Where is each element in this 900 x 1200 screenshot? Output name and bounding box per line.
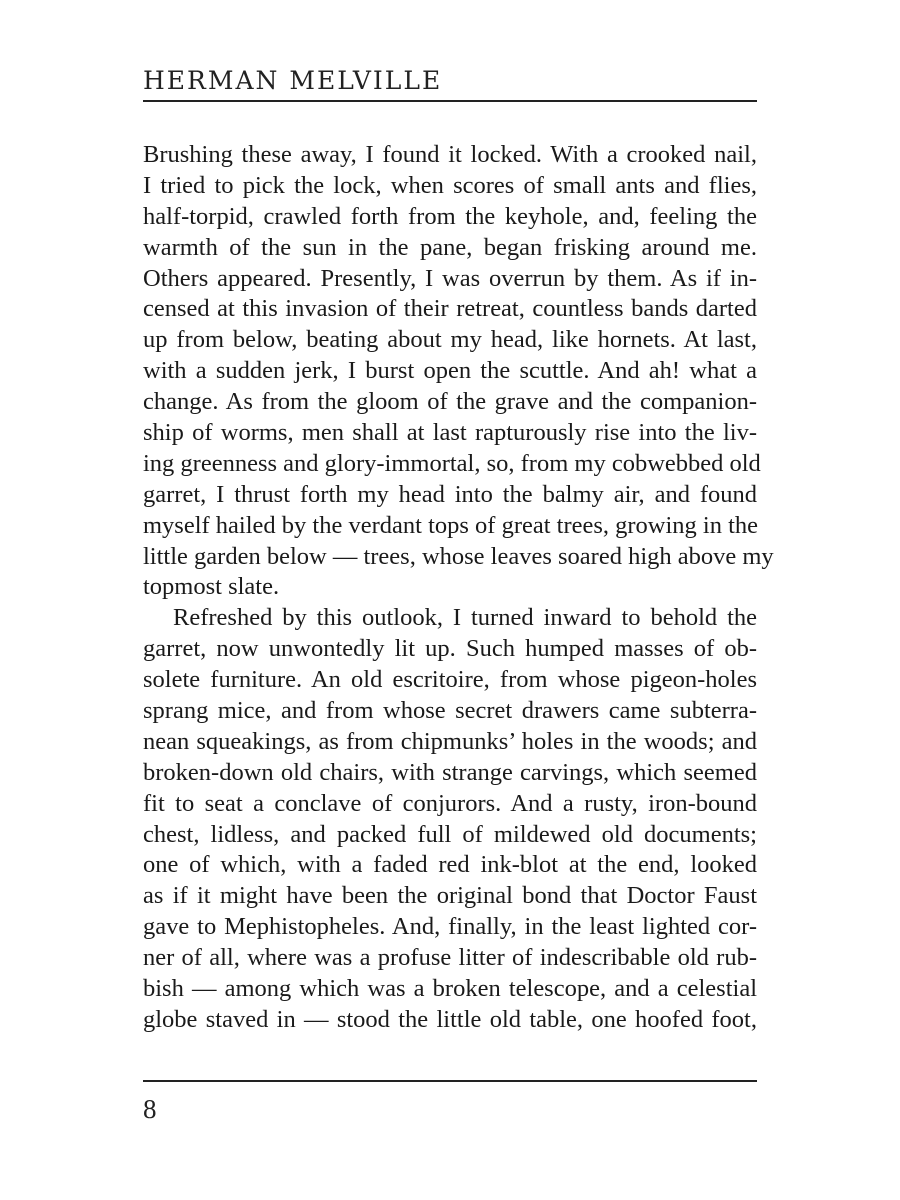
text-line: as if it might have been the original bond that Doctor Faust xyxy=(143,882,757,910)
text-line: chest, lidless, and packed full of mildewed old documents; xyxy=(143,820,757,848)
text-line: half-torpid, crawled forth from the keyhole, and, feeling the xyxy=(143,202,757,230)
text-line: bish — among which was a broken telescope, and a celestial xyxy=(143,975,757,1003)
text-line: ship of worms, men shall at last rapturously rise into the liv- xyxy=(143,419,757,447)
body-text xyxy=(143,140,774,1036)
text-line: nean squeakings, as from chipmunks’ holes in the woods; and xyxy=(143,727,757,755)
text-line: ner of all, where was a profuse litter of indescribable old rub- xyxy=(143,944,757,972)
footer-rule xyxy=(143,1080,757,1082)
text-line: up from below, beating about my head, like hornets. At last, xyxy=(143,326,757,354)
text-line: topmost slate. xyxy=(143,573,280,601)
text-line: myself hailed by the verdant tops of great trees, growing in the xyxy=(143,511,759,539)
text-line: one of which, with a faded red ink-blot at the end, looked xyxy=(143,851,757,879)
text-line: change. As from the gloom of the grave and the companion- xyxy=(143,388,757,416)
paragraph-1 xyxy=(143,140,774,603)
text-line: fit to seat a conclave of conjurors. And a rusty, iron-bound xyxy=(143,789,757,817)
text-line: little garden below — trees, whose leaves soared high above my xyxy=(143,542,774,570)
text-line: censed at this invasion of their retreat, countless bands darted xyxy=(143,295,757,323)
text-line: warmth of the sun in the pane, began frisking around me. xyxy=(143,233,757,261)
text-line: Brushing these away, I found it locked. With a crooked nail, xyxy=(143,141,757,168)
text-line: with a sudden jerk, I burst open the scuttle. And ah! what a xyxy=(143,357,757,385)
text-line: garret, I thrust forth my head into the balmy air, and found xyxy=(143,480,757,508)
page-number: 8 xyxy=(143,1094,157,1124)
text-line: Others appeared. Presently, I was overrun by them. As if in- xyxy=(143,264,757,292)
paragraph-2 xyxy=(143,603,757,1035)
text-line: broken-down old chairs, with strange carvings, which seemed xyxy=(143,758,757,786)
text-line: sprang mice, and from whose secret drawers came subterra- xyxy=(143,697,757,725)
text-line: gave to Mephistopheles. And, finally, in the least lighted cor- xyxy=(143,913,757,941)
text-line: ing greenness and glory-immortal, so, from my cobwebbed old xyxy=(143,449,761,477)
text-line: garret, now unwontedly lit up. Such humped masses of ob- xyxy=(143,635,757,663)
text-line: I tried to pick the lock, when scores of small ants and flies, xyxy=(143,171,757,199)
text-line: globe staved in — stood the little old table, one hoofed foot, xyxy=(143,1005,757,1033)
running-head-author: HERMAN MELVILLE xyxy=(143,66,443,95)
text-line: solete furniture. An old escritoire, from whose pigeon-holes xyxy=(143,666,757,694)
header-rule xyxy=(143,100,757,102)
text-line: Refreshed by this outlook, I turned inward to behold the xyxy=(173,604,757,632)
